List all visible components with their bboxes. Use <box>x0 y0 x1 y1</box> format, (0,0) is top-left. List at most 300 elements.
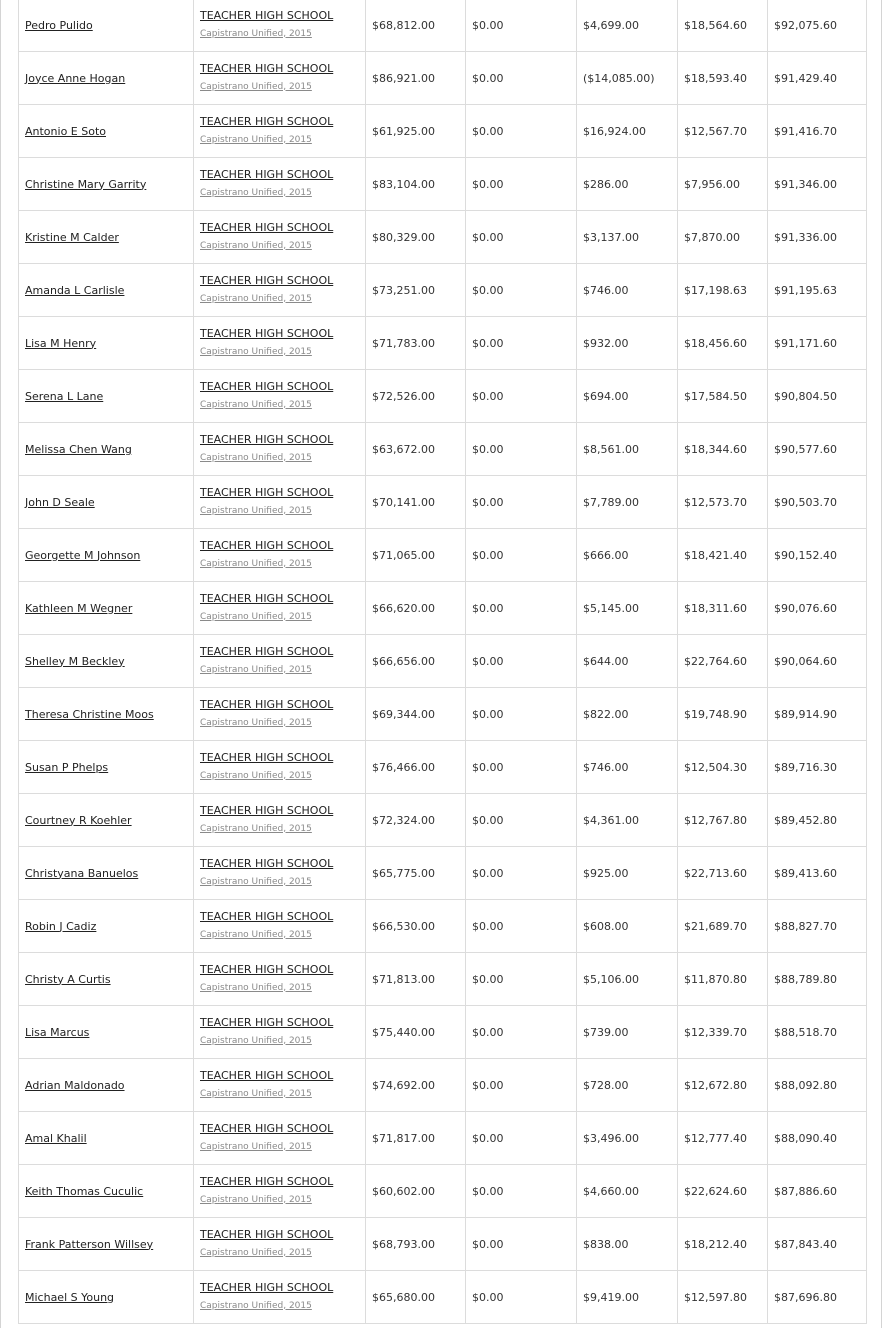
job-title-link[interactable]: TEACHER HIGH SCHOOL <box>200 1280 334 1294</box>
agency-year-link[interactable]: Capistrano Unified, 2015 <box>200 664 312 675</box>
overtime-pay-value: $0.00 <box>472 1131 504 1145</box>
agency-year-link[interactable]: Capistrano Unified, 2015 <box>200 558 312 569</box>
benefits-value: $22,624.60 <box>684 1184 747 1198</box>
benefits-cell <box>678 953 768 1006</box>
overtime-pay-value: $0.00 <box>472 1025 504 1039</box>
overtime-pay-cell <box>466 1271 577 1324</box>
table-row <box>19 741 867 794</box>
employee-name-link[interactable]: Kathleen M Wegner <box>25 601 133 615</box>
benefits-value: $12,597.80 <box>684 1290 747 1304</box>
agency-year-link[interactable]: Capistrano Unified, 2015 <box>200 1141 312 1152</box>
job-cell <box>194 52 366 105</box>
table-row <box>19 847 867 900</box>
job-cell <box>194 0 366 52</box>
employee-name-link[interactable]: Adrian Maldonado <box>25 1078 125 1092</box>
overtime-pay-cell <box>466 1006 577 1059</box>
agency-year-link[interactable]: Capistrano Unified, 2015 <box>200 452 312 463</box>
job-cell <box>194 582 366 635</box>
benefits-value: $7,956.00 <box>684 177 740 191</box>
other-pay-value: $4,660.00 <box>583 1184 639 1198</box>
total-pay-value: $90,804.50 <box>774 389 837 403</box>
job-cell <box>194 317 366 370</box>
agency-year-link[interactable]: Capistrano Unified, 2015 <box>200 1035 312 1046</box>
total-pay-value: $91,195.63 <box>774 283 837 297</box>
total-pay-cell <box>768 1112 867 1165</box>
job-cell <box>194 423 366 476</box>
total-pay-value: $89,716.30 <box>774 760 837 774</box>
other-pay-cell <box>577 211 678 264</box>
employee-name-link[interactable]: Melissa Chen Wang <box>25 442 132 456</box>
job-cell <box>194 794 366 847</box>
other-pay-value: $4,699.00 <box>583 18 639 32</box>
overtime-pay-value: $0.00 <box>472 71 504 85</box>
job-title-link[interactable]: TEACHER HIGH SCHOOL <box>200 1068 334 1082</box>
benefits-cell <box>678 423 768 476</box>
name-cell <box>19 953 194 1006</box>
job-title-link[interactable]: TEACHER HIGH SCHOOL <box>200 803 334 817</box>
other-pay-value: $4,361.00 <box>583 813 639 827</box>
employee-name-link[interactable]: Amanda L Carlisle <box>25 283 125 297</box>
overtime-pay-cell <box>466 582 577 635</box>
regular-pay-cell <box>366 105 466 158</box>
overtime-pay-cell <box>466 635 577 688</box>
job-title-link[interactable]: TEACHER HIGH SCHOOL <box>200 644 334 658</box>
job-title-link[interactable]: TEACHER HIGH SCHOOL <box>200 697 334 711</box>
overtime-pay-cell <box>466 1059 577 1112</box>
job-cell <box>194 158 366 211</box>
regular-pay-cell <box>366 1059 466 1112</box>
total-pay-cell <box>768 1218 867 1271</box>
total-pay-value: $89,413.60 <box>774 866 837 880</box>
name-cell <box>19 476 194 529</box>
table-row <box>19 1271 867 1324</box>
overtime-pay-cell <box>466 900 577 953</box>
other-pay-cell <box>577 1006 678 1059</box>
employee-name-link[interactable]: Christy A Curtis <box>25 972 111 986</box>
regular-pay-value: $71,065.00 <box>372 548 435 562</box>
regular-pay-cell <box>366 635 466 688</box>
benefits-value: $12,573.70 <box>684 495 747 509</box>
job-title-link[interactable]: TEACHER HIGH SCHOOL <box>200 1121 334 1135</box>
benefits-cell <box>678 211 768 264</box>
overtime-pay-value: $0.00 <box>472 442 504 456</box>
table-row <box>19 1165 867 1218</box>
overtime-pay-value: $0.00 <box>472 336 504 350</box>
overtime-pay-cell <box>466 847 577 900</box>
table-row <box>19 794 867 847</box>
regular-pay-cell <box>366 741 466 794</box>
total-pay-value: $92,075.60 <box>774 18 837 32</box>
job-title-link[interactable]: TEACHER HIGH SCHOOL <box>200 1227 334 1241</box>
overtime-pay-value: $0.00 <box>472 919 504 933</box>
agency-year-link[interactable]: Capistrano Unified, 2015 <box>200 399 312 410</box>
benefits-value: $22,764.60 <box>684 654 747 668</box>
table-row <box>19 635 867 688</box>
page-left-border <box>0 0 1 1328</box>
job-title-link[interactable]: TEACHER HIGH SCHOOL <box>200 220 334 234</box>
benefits-cell <box>678 529 768 582</box>
employee-name-link[interactable]: Antonio E Soto <box>25 124 106 138</box>
total-pay-cell <box>768 264 867 317</box>
total-pay-cell <box>768 52 867 105</box>
regular-pay-value: $72,526.00 <box>372 389 435 403</box>
total-pay-cell <box>768 211 867 264</box>
regular-pay-value: $66,656.00 <box>372 654 435 668</box>
benefits-value: $12,339.70 <box>684 1025 747 1039</box>
other-pay-cell <box>577 847 678 900</box>
job-title-link[interactable]: TEACHER HIGH SCHOOL <box>200 432 334 446</box>
benefits-value: $18,564.60 <box>684 18 747 32</box>
job-cell <box>194 741 366 794</box>
overtime-pay-cell <box>466 1165 577 1218</box>
other-pay-value: $746.00 <box>583 760 629 774</box>
job-cell <box>194 847 366 900</box>
job-cell <box>194 635 366 688</box>
job-title-link[interactable]: TEACHER HIGH SCHOOL <box>200 1015 334 1029</box>
regular-pay-value: $63,672.00 <box>372 442 435 456</box>
employee-name-link[interactable]: Christyana Banuelos <box>25 866 139 880</box>
other-pay-cell <box>577 1271 678 1324</box>
regular-pay-value: $70,141.00 <box>372 495 435 509</box>
benefits-cell <box>678 1165 768 1218</box>
regular-pay-value: $75,440.00 <box>372 1025 435 1039</box>
total-pay-value: $87,843.40 <box>774 1237 837 1251</box>
agency-year-link[interactable]: Capistrano Unified, 2015 <box>200 293 312 304</box>
benefits-cell <box>678 582 768 635</box>
regular-pay-cell <box>366 158 466 211</box>
table-row <box>19 52 867 105</box>
employee-name-link[interactable]: Georgette M Johnson <box>25 548 141 562</box>
total-pay-cell <box>768 105 867 158</box>
total-pay-cell <box>768 1271 867 1324</box>
agency-year-link[interactable]: Capistrano Unified, 2015 <box>200 134 312 145</box>
other-pay-value: $694.00 <box>583 389 629 403</box>
employee-name-link[interactable]: John D Seale <box>25 495 95 509</box>
name-cell <box>19 0 194 52</box>
regular-pay-value: $71,813.00 <box>372 972 435 986</box>
agency-year-link[interactable]: Capistrano Unified, 2015 <box>200 982 312 993</box>
table-row <box>19 529 867 582</box>
regular-pay-cell <box>366 688 466 741</box>
job-title-link[interactable]: TEACHER HIGH SCHOOL <box>200 167 334 181</box>
benefits-value: $18,421.40 <box>684 548 747 562</box>
job-title-link[interactable]: TEACHER HIGH SCHOOL <box>200 8 334 22</box>
job-title-link[interactable]: TEACHER HIGH SCHOOL <box>200 379 334 393</box>
table-row <box>19 211 867 264</box>
overtime-pay-value: $0.00 <box>472 389 504 403</box>
agency-year-link[interactable]: Capistrano Unified, 2015 <box>200 611 312 622</box>
overtime-pay-value: $0.00 <box>472 1290 504 1304</box>
benefits-cell <box>678 1112 768 1165</box>
other-pay-value: $9,419.00 <box>583 1290 639 1304</box>
agency-year-link[interactable]: Capistrano Unified, 2015 <box>200 1088 312 1099</box>
benefits-value: $12,767.80 <box>684 813 747 827</box>
agency-year-link[interactable]: Capistrano Unified, 2015 <box>200 770 312 781</box>
regular-pay-cell <box>366 1218 466 1271</box>
overtime-pay-value: $0.00 <box>472 972 504 986</box>
employee-name-link[interactable]: Courtney R Koehler <box>25 813 132 827</box>
benefits-cell <box>678 1271 768 1324</box>
employee-name-link[interactable]: Lisa Marcus <box>25 1025 90 1039</box>
job-cell <box>194 105 366 158</box>
benefits-cell <box>678 158 768 211</box>
total-pay-cell <box>768 158 867 211</box>
table-row <box>19 900 867 953</box>
regular-pay-cell <box>366 476 466 529</box>
employee-name-link[interactable]: Amal Khalil <box>25 1131 87 1145</box>
total-pay-cell <box>768 688 867 741</box>
benefits-cell <box>678 0 768 52</box>
other-pay-cell <box>577 317 678 370</box>
other-pay-value: $5,106.00 <box>583 972 639 986</box>
total-pay-value: $88,518.70 <box>774 1025 837 1039</box>
total-pay-cell <box>768 741 867 794</box>
table-row <box>19 370 867 423</box>
overtime-pay-cell <box>466 370 577 423</box>
benefits-value: $7,870.00 <box>684 230 740 244</box>
agency-year-link[interactable]: Capistrano Unified, 2015 <box>200 28 312 39</box>
name-cell <box>19 1112 194 1165</box>
total-pay-value: $87,886.60 <box>774 1184 837 1198</box>
other-pay-value: $7,789.00 <box>583 495 639 509</box>
total-pay-cell <box>768 529 867 582</box>
agency-year-link[interactable]: Capistrano Unified, 2015 <box>200 1247 312 1258</box>
benefits-value: $18,593.40 <box>684 71 747 85</box>
name-cell <box>19 317 194 370</box>
overtime-pay-cell <box>466 423 577 476</box>
overtime-pay-cell <box>466 688 577 741</box>
regular-pay-value: $66,530.00 <box>372 919 435 933</box>
benefits-value: $18,212.40 <box>684 1237 747 1251</box>
overtime-pay-cell <box>466 1112 577 1165</box>
table-row <box>19 1006 867 1059</box>
benefits-value: $12,777.40 <box>684 1131 747 1145</box>
employee-name-link[interactable]: Robin J Cadiz <box>25 919 97 933</box>
regular-pay-cell <box>366 847 466 900</box>
total-pay-cell <box>768 476 867 529</box>
name-cell <box>19 688 194 741</box>
employee-name-link[interactable]: Susan P Phelps <box>25 760 109 774</box>
other-pay-value: $644.00 <box>583 654 629 668</box>
regular-pay-value: $83,104.00 <box>372 177 435 191</box>
name-cell <box>19 264 194 317</box>
name-cell <box>19 423 194 476</box>
other-pay-value: $822.00 <box>583 707 629 721</box>
overtime-pay-value: $0.00 <box>472 230 504 244</box>
total-pay-value: $90,064.60 <box>774 654 837 668</box>
regular-pay-value: $69,344.00 <box>372 707 435 721</box>
total-pay-cell <box>768 317 867 370</box>
total-pay-cell <box>768 1006 867 1059</box>
job-title-link[interactable]: TEACHER HIGH SCHOOL <box>200 273 334 287</box>
table-row <box>19 582 867 635</box>
benefits-cell <box>678 741 768 794</box>
regular-pay-value: $68,812.00 <box>372 18 435 32</box>
regular-pay-value: $65,775.00 <box>372 866 435 880</box>
employee-name-link[interactable]: Shelley M Beckley <box>25 654 125 668</box>
other-pay-cell <box>577 158 678 211</box>
total-pay-cell <box>768 635 867 688</box>
overtime-pay-value: $0.00 <box>472 18 504 32</box>
name-cell <box>19 847 194 900</box>
benefits-cell <box>678 1059 768 1112</box>
total-pay-cell <box>768 847 867 900</box>
overtime-pay-value: $0.00 <box>472 601 504 615</box>
table-row <box>19 423 867 476</box>
overtime-pay-cell <box>466 1218 577 1271</box>
agency-year-link[interactable]: Capistrano Unified, 2015 <box>200 505 312 516</box>
regular-pay-cell <box>366 1112 466 1165</box>
employee-name-link[interactable]: Michael S Young <box>25 1290 115 1304</box>
regular-pay-cell <box>366 52 466 105</box>
benefits-value: $18,456.60 <box>684 336 747 350</box>
benefits-value: $18,311.60 <box>684 601 747 615</box>
overtime-pay-cell <box>466 529 577 582</box>
name-cell <box>19 158 194 211</box>
other-pay-cell <box>577 1112 678 1165</box>
job-title-link[interactable]: TEACHER HIGH SCHOOL <box>200 485 334 499</box>
overtime-pay-cell <box>466 317 577 370</box>
overtime-pay-value: $0.00 <box>472 1078 504 1092</box>
employee-name-link[interactable]: Pedro Pulido <box>25 18 93 32</box>
name-cell <box>19 635 194 688</box>
overtime-pay-value: $0.00 <box>472 1184 504 1198</box>
other-pay-value: ($14,085.00) <box>583 71 655 85</box>
table-row <box>19 1218 867 1271</box>
name-cell <box>19 582 194 635</box>
regular-pay-value: $65,680.00 <box>372 1290 435 1304</box>
benefits-value: $19,748.90 <box>684 707 747 721</box>
other-pay-value: $925.00 <box>583 866 629 880</box>
other-pay-cell <box>577 1165 678 1218</box>
regular-pay-cell <box>366 423 466 476</box>
agency-year-link[interactable]: Capistrano Unified, 2015 <box>200 81 312 92</box>
regular-pay-cell <box>366 529 466 582</box>
job-title-link[interactable]: TEACHER HIGH SCHOOL <box>200 591 334 605</box>
benefits-value: $17,198.63 <box>684 283 747 297</box>
total-pay-value: $88,789.80 <box>774 972 837 986</box>
overtime-pay-value: $0.00 <box>472 548 504 562</box>
benefits-cell <box>678 264 768 317</box>
total-pay-value: $90,076.60 <box>774 601 837 615</box>
overtime-pay-value: $0.00 <box>472 177 504 191</box>
benefits-cell <box>678 1006 768 1059</box>
employee-name-link[interactable]: Serena L Lane <box>25 389 104 403</box>
agency-year-link[interactable]: Capistrano Unified, 2015 <box>200 1194 312 1205</box>
regular-pay-cell <box>366 953 466 1006</box>
other-pay-cell <box>577 0 678 52</box>
job-title-link[interactable]: TEACHER HIGH SCHOOL <box>200 962 334 976</box>
benefits-cell <box>678 847 768 900</box>
job-title-link[interactable]: TEACHER HIGH SCHOOL <box>200 856 334 870</box>
job-title-link[interactable]: TEACHER HIGH SCHOOL <box>200 326 334 340</box>
other-pay-cell <box>577 52 678 105</box>
other-pay-value: $746.00 <box>583 283 629 297</box>
agency-year-link[interactable]: Capistrano Unified, 2015 <box>200 1300 312 1311</box>
other-pay-cell <box>577 476 678 529</box>
employee-name-link[interactable]: Kristine M Calder <box>25 230 119 244</box>
other-pay-value: $608.00 <box>583 919 629 933</box>
job-cell <box>194 953 366 1006</box>
overtime-pay-value: $0.00 <box>472 283 504 297</box>
name-cell <box>19 1218 194 1271</box>
table-row <box>19 158 867 211</box>
total-pay-value: $88,090.40 <box>774 1131 837 1145</box>
employee-name-link[interactable]: Christine Mary Garrity <box>25 177 147 191</box>
overtime-pay-cell <box>466 741 577 794</box>
overtime-pay-value: $0.00 <box>472 760 504 774</box>
table-row <box>19 264 867 317</box>
other-pay-cell <box>577 1059 678 1112</box>
total-pay-value: $91,346.00 <box>774 177 837 191</box>
overtime-pay-cell <box>466 52 577 105</box>
employee-name-link[interactable]: Lisa M Henry <box>25 336 97 350</box>
agency-year-link[interactable]: Capistrano Unified, 2015 <box>200 823 312 834</box>
benefits-value: $22,713.60 <box>684 866 747 880</box>
regular-pay-cell <box>366 1165 466 1218</box>
employee-name-link[interactable]: Theresa Christine Moos <box>25 707 154 721</box>
job-cell <box>194 264 366 317</box>
job-cell <box>194 900 366 953</box>
benefits-value: $21,689.70 <box>684 919 747 933</box>
other-pay-cell <box>577 105 678 158</box>
job-cell <box>194 529 366 582</box>
employee-name-link[interactable]: Keith Thomas Cuculic <box>25 1184 144 1198</box>
benefits-cell <box>678 794 768 847</box>
other-pay-cell <box>577 1218 678 1271</box>
name-cell <box>19 211 194 264</box>
benefits-value: $12,567.70 <box>684 124 747 138</box>
job-title-link[interactable]: TEACHER HIGH SCHOOL <box>200 750 334 764</box>
employee-name-link[interactable]: Joyce Anne Hogan <box>25 71 126 85</box>
agency-year-link[interactable]: Capistrano Unified, 2015 <box>200 876 312 887</box>
job-title-link[interactable]: TEACHER HIGH SCHOOL <box>200 1174 334 1188</box>
regular-pay-cell <box>366 582 466 635</box>
job-cell <box>194 1006 366 1059</box>
total-pay-value: $89,452.80 <box>774 813 837 827</box>
salary-table <box>18 0 867 1324</box>
overtime-pay-value: $0.00 <box>472 495 504 509</box>
total-pay-cell <box>768 953 867 1006</box>
other-pay-cell <box>577 423 678 476</box>
benefits-cell <box>678 900 768 953</box>
table-row <box>19 953 867 1006</box>
job-title-link[interactable]: TEACHER HIGH SCHOOL <box>200 538 334 552</box>
agency-year-link[interactable]: Capistrano Unified, 2015 <box>200 346 312 357</box>
benefits-value: $11,870.80 <box>684 972 747 986</box>
regular-pay-value: $71,783.00 <box>372 336 435 350</box>
job-title-link[interactable]: TEACHER HIGH SCHOOL <box>200 61 334 75</box>
agency-year-link[interactable]: Capistrano Unified, 2015 <box>200 187 312 198</box>
table-row <box>19 688 867 741</box>
agency-year-link[interactable]: Capistrano Unified, 2015 <box>200 717 312 728</box>
job-title-link[interactable]: TEACHER HIGH SCHOOL <box>200 909 334 923</box>
job-cell <box>194 476 366 529</box>
agency-year-link[interactable]: Capistrano Unified, 2015 <box>200 929 312 940</box>
total-pay-cell <box>768 0 867 52</box>
employee-name-link[interactable]: Frank Patterson Willsey <box>25 1237 154 1251</box>
name-cell <box>19 900 194 953</box>
other-pay-cell <box>577 953 678 1006</box>
name-cell <box>19 370 194 423</box>
agency-year-link[interactable]: Capistrano Unified, 2015 <box>200 240 312 251</box>
other-pay-value: $838.00 <box>583 1237 629 1251</box>
other-pay-value: $3,496.00 <box>583 1131 639 1145</box>
total-pay-value: $88,092.80 <box>774 1078 837 1092</box>
regular-pay-cell <box>366 264 466 317</box>
regular-pay-cell <box>366 794 466 847</box>
job-title-link[interactable]: TEACHER HIGH SCHOOL <box>200 114 334 128</box>
